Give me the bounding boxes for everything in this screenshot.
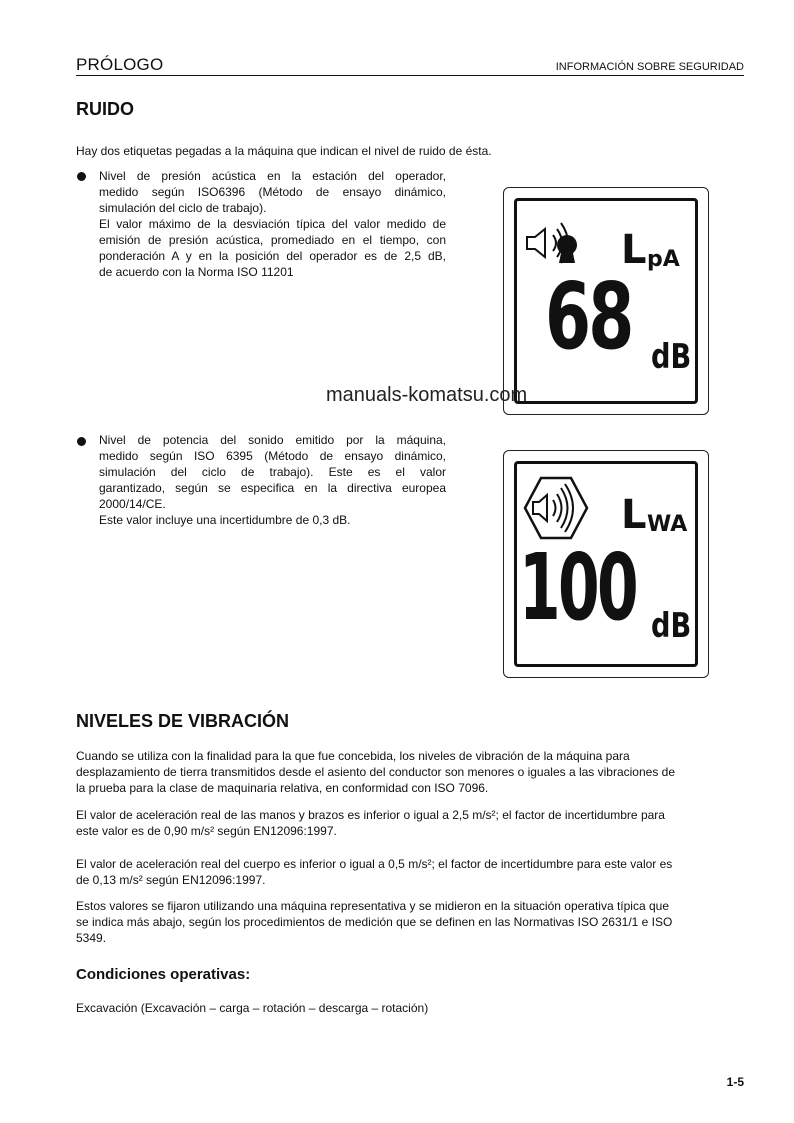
header-chapter: PRÓLOGO <box>76 55 164 74</box>
vibracion-paragraph-4: Estos valores se fijaron utilizando una máquina representativa y se midieron en la situación operativa típica que se indica más abajo, según los procedimientos de medición que se definen en las Normativas ISO 2631/1 e ISO 5349. <box>76 899 673 945</box>
condiciones-title: Condiciones operativas: <box>76 966 251 983</box>
page-number: 1-5 <box>726 1075 744 1089</box>
bullet-dot <box>77 172 86 181</box>
bullet-1-text: Nivel de presión acústica en la estación del operador, medido según ISO6396 (Método de ensayo dinámico, simulación del ciclo de trabajo). El valor máximo de la desviación típica del valor medido de emisión de presión acústica, promediado en el tiempo, con ponderación A y en la posición del operador es de 2,5 dB, de acuerdo con la Norma ISO 11201 <box>99 169 446 279</box>
bullet-dot <box>77 437 86 446</box>
header-rule <box>76 75 744 76</box>
noise-label-lpa: L pA 68 dB <box>503 187 709 415</box>
bullet-2-text: Nivel de potencia del sonido emitido por la máquina, medido según ISO 6395 (Método de ensayo dinámico, simulación del ciclo de trabajo). Este es el valor garantizado, según se especifica en la directiva europea 2000/14/CE. Este valor incluye una incertidumbre de 0,3 dB. <box>99 433 446 527</box>
noise-label-lwa: L WA 100 dB <box>503 450 709 678</box>
vibracion-title: NIVELES DE VIBRACIÓN <box>76 711 290 731</box>
vibracion-paragraph-1: Cuando se utiliza con la finalidad para la que fue concebida, los niveles de vibración de la máquina para desplazamiento de tierra transmitidos desde el asiento del conductor son menores o iguales a las vibraciones de la prueba para la clase de maquinaria relativa, en conformidad con ISO 7096. <box>76 749 676 795</box>
ruido-intro: Hay dos etiquetas pegadas a la máquina que indican el nivel de ruido de ésta. <box>76 144 492 158</box>
watermark: manuals-komatsu.com <box>326 384 528 406</box>
condiciones-text: Excavación (Excavación – carga – rotación – descarga – rotación) <box>76 1001 429 1015</box>
speaker-hexagon-icon <box>521 474 593 542</box>
vibracion-paragraph-3: El valor de aceleración real del cuerpo es inferior o igual a 0,5 m/s²; el factor de incertidumbre para este valor es de 0,13 m/s² según EN12096:1997. <box>76 857 673 887</box>
vibracion-paragraph-2: El valor de aceleración real de las manos y brazos es inferior o igual a 2,5 m/s²; el factor de incertidumbre para este valor es de 0,90 m/s² según EN12096:1997. <box>76 808 665 838</box>
ruido-title: RUIDO <box>76 99 134 119</box>
header-section: INFORMACIÓN SOBRE SEGURIDAD <box>555 61 744 73</box>
